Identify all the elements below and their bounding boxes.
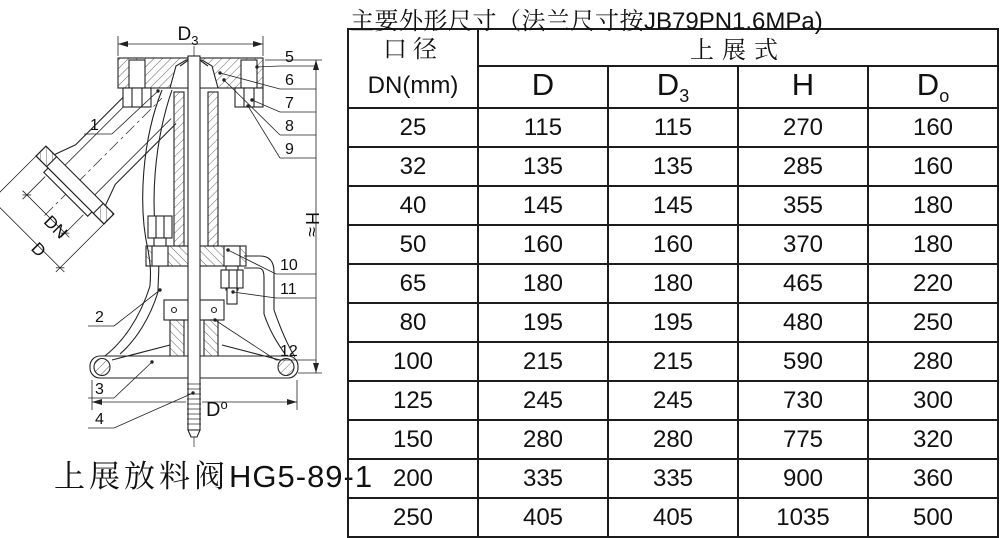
- table-cell: 465: [738, 264, 868, 303]
- table-cell: 135: [478, 147, 608, 186]
- table-cell: 250: [348, 498, 478, 537]
- table-cell: 300: [868, 381, 998, 420]
- table-row: [348, 303, 998, 342]
- table-cell: 280: [608, 420, 738, 459]
- table-row: [348, 459, 998, 498]
- table-cell: 775: [738, 420, 868, 459]
- table-cell: 215: [608, 342, 738, 381]
- table-cell: 160: [868, 108, 998, 147]
- table-cell: 500: [868, 498, 998, 537]
- table-row: [348, 381, 998, 420]
- table-cell: 50: [348, 225, 478, 264]
- column-header-H: H: [738, 66, 868, 108]
- table-cell: 40: [348, 186, 478, 225]
- bonnet-wall-left: [174, 92, 184, 246]
- table-cell: 145: [478, 186, 608, 225]
- column-header-D3: $D_3$: [608, 66, 738, 108]
- top-flange-nut-left: [123, 88, 151, 107]
- table-cell: 245: [478, 381, 608, 420]
- table-cell: 180: [478, 264, 608, 303]
- part-number-4: 4: [95, 411, 104, 428]
- table-cell: 115: [478, 108, 608, 147]
- part-number-7: 7: [285, 95, 294, 112]
- table-cell: 245: [608, 381, 738, 420]
- part-number-10: 10: [280, 257, 298, 274]
- table-cell: 1035: [738, 498, 868, 537]
- part-number-8: 8: [285, 118, 294, 135]
- table-cell: 160: [478, 225, 608, 264]
- table-cell: 135: [608, 147, 738, 186]
- table-row: [348, 225, 998, 264]
- column-header-dn: [348, 29, 478, 108]
- table-cell: 590: [738, 342, 868, 381]
- part-number-5: 5: [285, 49, 294, 66]
- caption-model-code: HG5-89-1: [229, 459, 374, 494]
- top-flange-bolt-left: [129, 60, 145, 88]
- table-cell: 280: [478, 420, 608, 459]
- table-cell: 215: [478, 342, 608, 381]
- table-cell: 285: [738, 147, 868, 186]
- column-header-dn-unit: DN(mm): [367, 71, 459, 99]
- column-header-D: D: [478, 66, 608, 108]
- dim-label-h: H≈: [302, 212, 322, 237]
- table-cell: 150: [348, 420, 478, 459]
- table-cell: 32: [348, 147, 478, 186]
- table-cell: 115: [608, 108, 738, 147]
- table-title-cn: 主要外形尺寸（法兰尺寸按: [350, 9, 644, 35]
- table-row: [348, 264, 998, 303]
- table-title: [350, 1, 823, 36]
- table-row: [348, 147, 998, 186]
- table-cell: 320: [868, 420, 998, 459]
- table-cell: 250: [868, 303, 998, 342]
- table-title-standard: JB79PN1.6MPa): [644, 8, 823, 35]
- table-cell: 180: [868, 225, 998, 264]
- table-body: [348, 108, 998, 537]
- column-header-Do: $D_o$: [868, 66, 998, 108]
- table-cell: 80: [348, 303, 478, 342]
- dim-label-d: D: [27, 238, 50, 261]
- table-cell: 145: [608, 186, 738, 225]
- table-cell: 335: [608, 459, 738, 498]
- stem-tip: [188, 430, 200, 437]
- dim-label-do: $D^o$: [206, 397, 228, 421]
- table-cell: 270: [738, 108, 868, 147]
- valve-drawing-panel: [0, 0, 374, 517]
- part-number-6: 6: [285, 72, 294, 89]
- caption-name-cn: 上展放料阀: [54, 459, 229, 494]
- table-cell: 160: [608, 225, 738, 264]
- table-cell: 100: [348, 342, 478, 381]
- valve-drawing: [0, 0, 346, 517]
- table-cell: 355: [738, 186, 868, 225]
- table-cell: 195: [478, 303, 608, 342]
- dim-label-d3: $D_3$: [177, 24, 199, 48]
- part-number-2: 2: [95, 309, 104, 326]
- dimension-table-panel: [347, 0, 1000, 538]
- table-row: [348, 342, 998, 381]
- table-cell: 160: [868, 147, 998, 186]
- table-cell: 900: [738, 459, 868, 498]
- part-number-9: 9: [285, 141, 294, 158]
- part-number-3: 3: [95, 381, 104, 398]
- gland-bolt-right-nut: [221, 270, 243, 288]
- bonnet-wall-right: [208, 92, 218, 246]
- table-cell: 405: [478, 498, 608, 537]
- table-row: [348, 186, 998, 225]
- table-head: [348, 29, 998, 108]
- gland-bolt-left-head: [148, 216, 172, 238]
- table-cell: 25: [348, 108, 478, 147]
- dim-label-dn: DN: [40, 211, 71, 243]
- table-cell: 180: [608, 264, 738, 303]
- stem-rod: [187, 56, 201, 437]
- table-cell: 370: [738, 225, 868, 264]
- table-cell: 730: [738, 381, 868, 420]
- table-cell: 360: [868, 459, 998, 498]
- dimension-table: [347, 28, 999, 538]
- table-cell: 405: [608, 498, 738, 537]
- table-cell: 195: [608, 303, 738, 342]
- table-cell: 200: [348, 459, 478, 498]
- table-cell: 220: [868, 264, 998, 303]
- part-number-11: 11: [280, 281, 297, 298]
- part-number-12: 12: [280, 343, 298, 360]
- group-header-type: 上展式: [478, 29, 998, 66]
- table-cell: 280: [868, 342, 998, 381]
- table-cell: 335: [478, 459, 608, 498]
- table-cell: 180: [868, 186, 998, 225]
- column-header-dn-cn: 口径: [383, 36, 443, 63]
- table-cell: 125: [348, 381, 478, 420]
- table-row: [348, 420, 998, 459]
- table-cell: 65: [348, 264, 478, 303]
- table-row: [348, 498, 998, 537]
- table-row: [348, 108, 998, 147]
- part-number-1: 1: [90, 117, 99, 134]
- top-flange-bolt-right: [241, 60, 257, 88]
- table-cell: 480: [738, 303, 868, 342]
- drawing-caption: [54, 451, 373, 496]
